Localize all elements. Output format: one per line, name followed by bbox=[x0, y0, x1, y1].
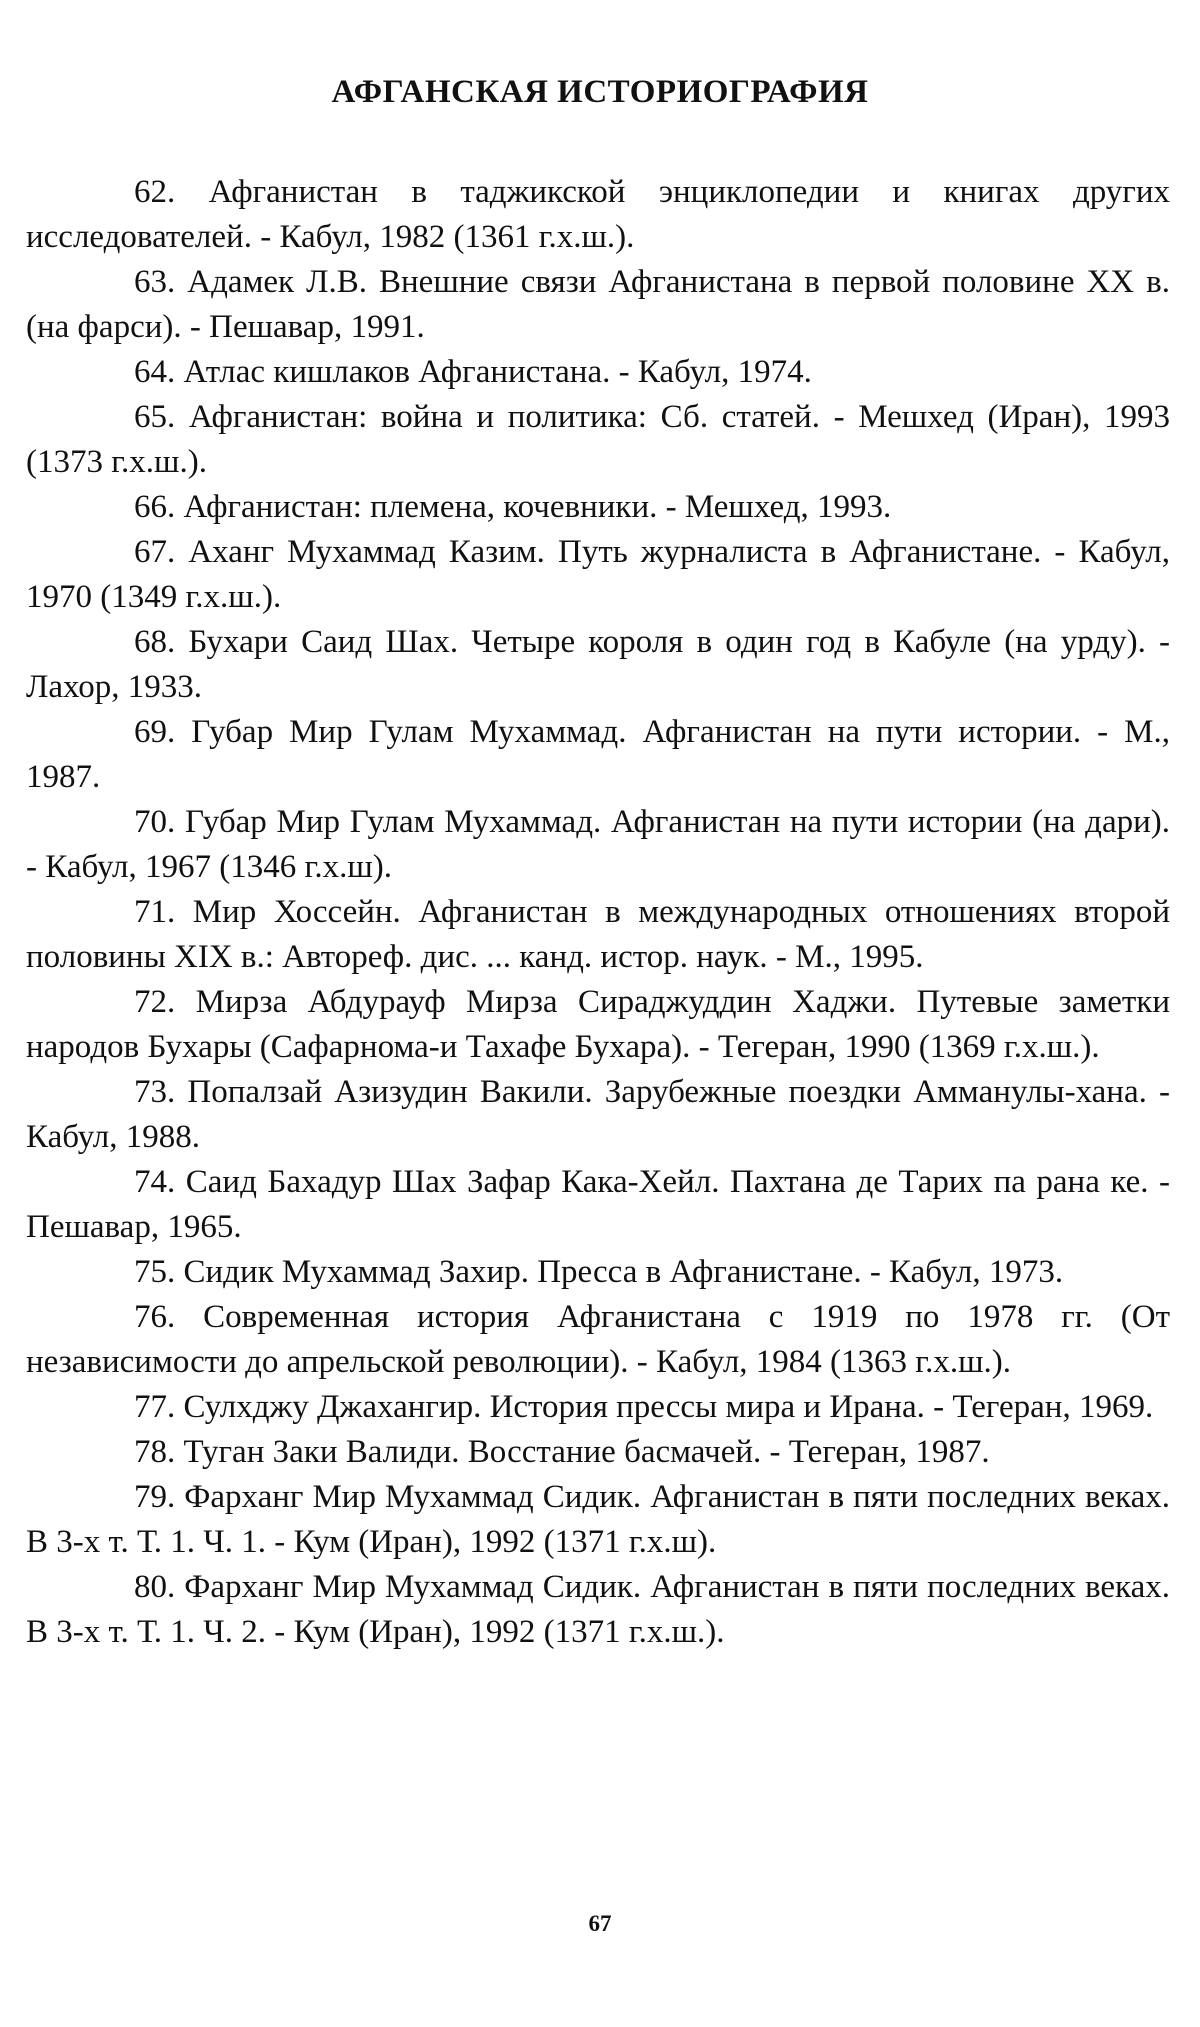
bibliography-entry: 68. Бухари Саид Шах. Четыре короля в один год в Кабуле (на урду). - Лахор, 1933. bbox=[26, 624, 1170, 705]
bibliography-entry: 65. Афганистан: война и политика: Сб. статей. - Мешхед (Иран), 1993 (1373 г.х.ш.). bbox=[26, 399, 1170, 480]
bibliography-entry: 64. Атлас кишлаков Афганистана. - Кабул, 1974. bbox=[134, 354, 812, 390]
bibliography-entry: 77. Сулхджу Джахангир. История прессы мира и Ирана. - Тегеран, 1969. bbox=[134, 1389, 1154, 1425]
bibliography-entry: 74. Саид Бахадур Шах Зафар Кака-Хейл. Пахтана де Тарих па рана ке. - Пешавар, 1965. bbox=[26, 1164, 1170, 1245]
bibliography-entry: 62. Афганистан в таджикской энциклопедии и книгах других исследователей. - Кабул, 1982 (1361 г.х.ш.). bbox=[26, 174, 1170, 255]
bibliography-entry: 71. Мир Хоссейн. Афганистан в международных отношениях второй половины XIX в.: Автореф. дис. ... канд. истор. наук. - М., 1995. bbox=[26, 894, 1170, 975]
bibliography-entry: 79. Фарханг Мир Мухаммад Сидик. Афганистан в пяти последних веках. В 3-х т. Т. 1. Ч. 1. - Кум (Иран), 1992 (1371 г.х.ш). bbox=[26, 1479, 1170, 1560]
bibliography-entry: 69. Губар Мир Гулам Мухаммад. Афганистан на пути истории. - М., 1987. bbox=[26, 714, 1170, 795]
bibliography-entry: 72. Мирза Абдурауф Мирза Сираджуддин Хаджи. Путевые заметки народов Бухары (Сафарнома-и Тахафе Бухара). - Тегеран, 1990 (1369 г.х.ш.). bbox=[26, 984, 1170, 1065]
bibliography-entry: 80. Фарханг Мир Мухаммад Сидик. Афганистан в пяти последних веках. В 3-х т. Т. 1. Ч. 2. - Кум (Иран), 1992 (1371 г.х.ш.). bbox=[26, 1569, 1170, 1650]
bibliography-list bbox=[26, 170, 1170, 1655]
page-number: 67 bbox=[588, 1911, 612, 1936]
bibliography-entry: 67. Аханг Мухаммад Казим. Путь журналиста в Афганистане. - Кабул, 1970 (1349 г.х.ш.). bbox=[26, 534, 1170, 615]
bibliography-entry: 63. Адамек Л.В. Внешние связи Афганистана в первой половине XX в. (на фарси). - Пешавар, 1991. bbox=[26, 264, 1170, 345]
bibliography-entry: 70. Губар Мир Гулам Мухаммад. Афганистан на пути истории (на дари). - Кабул, 1967 (1346 г.х.ш). bbox=[26, 804, 1170, 885]
bibliography-entry: 66. Афганистан: племена, кочевники. - Мешхед, 1993. bbox=[134, 489, 892, 525]
bibliography-entry: 75. Сидик Мухаммад Захир. Пресса в Афганистане. - Кабул, 1973. bbox=[134, 1254, 1064, 1290]
bibliography-entry: 76. Современная история Афганистана с 1919 по 1978 гг. (От независимости до апрельской революции). - Кабул, 1984 (1363 г.х.ш.). bbox=[26, 1299, 1170, 1380]
running-head: АФГАНСКАЯ ИСТОРИОГРАФИЯ bbox=[331, 74, 869, 110]
bibliography-entry: 73. Попалзай Азизудин Вакили. Зарубежные поездки Амманулы-хана. - Кабул, 1988. bbox=[26, 1074, 1170, 1155]
bibliography-entry: 78. Туган Заки Валиди. Восстание басмачей. - Тегеран, 1987. bbox=[134, 1434, 990, 1470]
